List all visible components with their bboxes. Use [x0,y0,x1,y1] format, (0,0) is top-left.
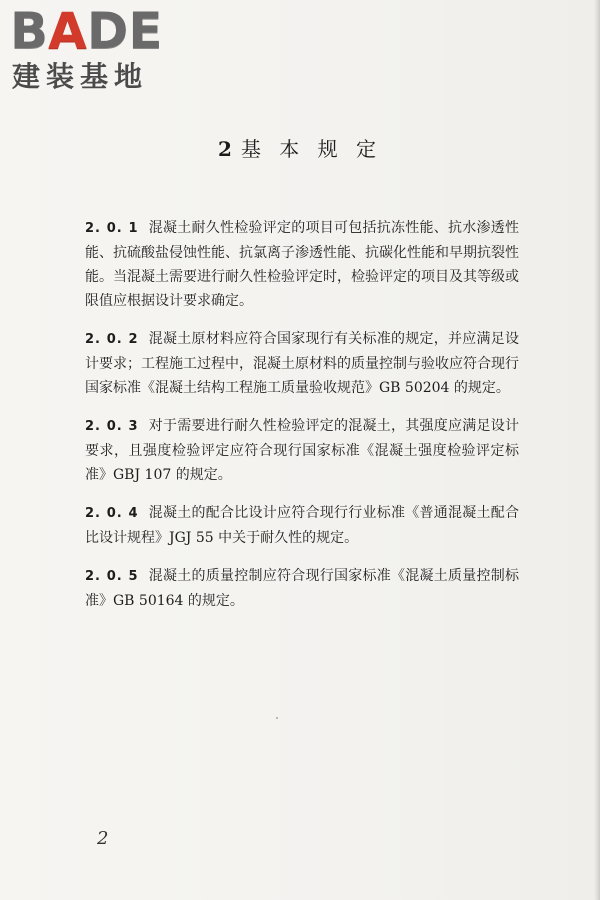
clause-text: 对于需要进行耐久性检验评定的混凝土，其强度应满足设计要求，且强度检验评定应符合现行国家标准《混凝土强度检验评定标准》GBJ 107 的规定。 [85,418,519,483]
bade-logo [10,2,180,94]
clause-2-0-1 [85,216,519,313]
page-number: 2 [97,828,109,849]
page-edge-shadow [594,0,600,900]
logo-mark-accent: A [48,2,87,60]
clause-2-0-4 [85,501,519,550]
clause-number: 2. 0. 4 [85,506,139,521]
logo-subtitle: 建装基地 [12,60,149,93]
scan-speck [276,717,278,719]
logo-wordmark [10,2,163,60]
clause-2-0-5 [85,564,519,613]
clause-number: 2. 0. 2 [85,332,139,347]
logo-mark-part1: B [10,2,49,60]
chapter-number: 2 [218,137,233,161]
clause-text: 混凝土原材料应符合国家现行有关标准的规定，并应满足设计要求；工程施工过程中，混凝土原材料的质量控制与验收应符合现行国家标准《混凝土结构工程施工质量验收规范》GB 50204 的规定。 [85,331,519,396]
clause-number: 2. 0. 5 [85,569,139,584]
clause-text: 混凝土耐久性检验评定的项目可包括抗冻性能、抗水渗透性能、抗硫酸盐侵蚀性能、抗氯离子渗透性能、抗碳化性能和早期抗裂性能。当混凝土需要进行耐久性检验评定时，检验评定的项目及其等级或限值应根据设计要求确定。 [85,220,519,309]
chapter-heading [0,135,600,163]
chapter-title: 基 本 规 定 [240,137,382,161]
clause-2-0-3 [85,414,519,487]
clause-2-0-2 [85,327,519,400]
logo-mark-part2: DE [86,2,163,60]
clause-text: 混凝土的质量控制应符合现行国家标准《混凝土质量控制标准》GB 50164 的规定。 [85,568,519,609]
clause-number: 2. 0. 3 [85,419,139,434]
clause-list [85,202,519,613]
clause-number: 2. 0. 1 [85,221,139,236]
clause-text: 混凝土的配合比设计应符合现行行业标准《普通混凝土配合比设计规程》JGJ 55 中关于耐久性的规定。 [85,505,519,546]
